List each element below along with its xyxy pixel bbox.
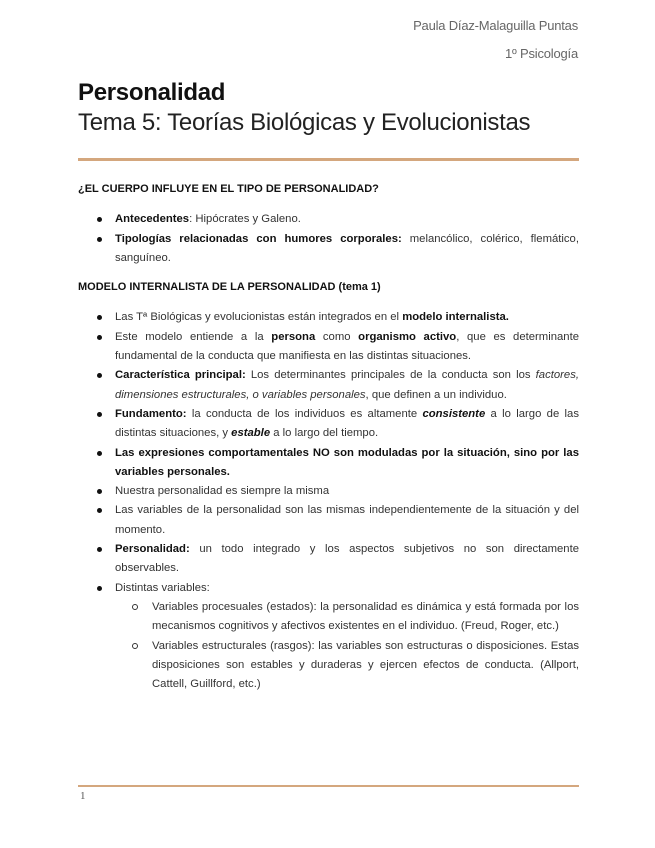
list-item: Las expresiones comportamentales NO son moduladas por la situación, sino por las variables personales. — [78, 444, 579, 483]
list-cuerpo — [78, 210, 579, 268]
sublist-item: Variables procesuales (estados): la personalidad es dinámica y está formada por los mecanismos cognitivos y afectivos existentes en el individuo. (Freud, Roger, etc.) — [75, 598, 579, 637]
list-item: Personalidad: un todo integrado y los aspectos subjetivos no son directamente observables. — [78, 540, 579, 579]
list-item: Antecedentes: Hipócrates y Galeno. — [78, 210, 579, 229]
header-course: 1º Psicología — [505, 46, 578, 61]
document-subtitle: Tema 5: Teorías Biológicas y Evolucionistas — [78, 109, 531, 136]
document-title: Personalidad — [78, 79, 226, 106]
list-item: Característica principal: Los determinantes principales de la conducta son los factores, dimensiones estructurales, o variables personales, que definen a un individuo. — [78, 366, 579, 405]
section-heading-modelo: MODELO INTERNALISTA DE LA PERSONALIDAD (tema 1) — [78, 281, 381, 294]
list-item: Este modelo entiende a la persona como organismo activo, que es determinante fundamental de la conducta que manifiesta en las distintas situaciones. — [78, 328, 579, 367]
page-number: 1 — [80, 790, 86, 802]
header-author: Paula Díaz-Malaguilla Puntas — [413, 18, 578, 33]
list-item: Las Tª Biológicas y evolucionistas están integrados en el modelo internalista. — [78, 308, 579, 327]
list-item: Distintas variables: Variables procesuales (estados): la personalidad es dinámica y está formada por los mecanismos cognitivos y afectivos existentes en el individuo. (Freud, Roger, etc.) Variables estructurales (rasgos): las variables son estructuras o disposiciones. Estas disposiciones son estables y duraderas y ejercen efectos de conducta. (Allport, Cattell, Guillford, etc.) — [78, 579, 579, 695]
list-item: Nuestra personalidad es siempre la misma — [78, 482, 579, 501]
list-item: Fundamento: la conducta de los individuos es altamente consistente a lo largo de las distintas situaciones, y estable a lo largo del tiempo. — [78, 405, 579, 444]
footer-divider — [78, 785, 579, 787]
title-divider — [78, 158, 579, 161]
section-heading-cuerpo: ¿EL CUERPO INFLUYE EN EL TIPO DE PERSONALIDAD? — [78, 183, 379, 195]
sublist-variables — [115, 598, 579, 694]
document-body — [78, 180, 579, 704]
list-item: Tipologías relacionadas con humores corporales: melancólico, colérico, flemático, sanguíneo. — [78, 230, 579, 269]
list-item: Las variables de la personalidad son las mismas independientemente de la situación y del momento. — [78, 501, 579, 540]
sublist-item: Variables estructurales (rasgos): las variables son estructuras o disposiciones. Estas disposiciones son estables y duraderas y ejercen efectos de conducta. (Allport, Cattell, Guillford, etc.) — [75, 637, 579, 695]
list-modelo — [78, 308, 579, 694]
